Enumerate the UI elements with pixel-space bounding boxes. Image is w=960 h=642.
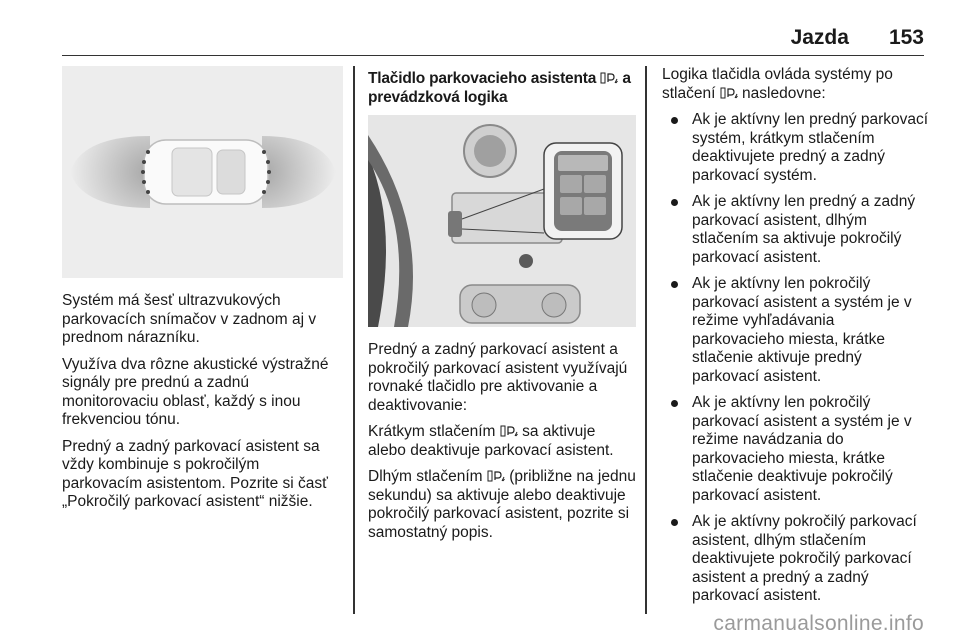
parking-assist-icon [487,470,505,482]
section-title: Jazda [790,26,849,49]
dashboard-button-illustration [368,115,636,327]
bullet-dot [671,281,678,288]
bullet-dot [671,117,678,124]
parking-assist-icon [500,425,518,437]
section-heading: Tlačidlo parkovacieho asistenta a prevádzková logika [368,70,631,106]
parking-assist-icon [600,72,618,84]
logic-bullet-list [662,111,930,606]
paragraph-button-logic: Logika tlačidla ovláda systémy po stlačení nasledovne: [662,66,893,102]
column-3 [662,66,930,614]
page-number: 153 [888,26,924,49]
list-item: Ak je aktívny len pokročilý parkovací asistent a systém je v režime navádzania do parkovacieho miesta, krátke stlačenie deaktivuje pokročilý parkovací asistent. [662,394,930,505]
list-item: Ak je aktívny pokročilý parkovací asistent, dlhým stlačením deaktivujete pokročilý parkovací asistent a predný a zadný parkovací asistent. [662,513,930,606]
column-1 [62,66,343,520]
column-divider-2 [645,66,647,614]
list-item: Ak je aktívny len pokročilý parkovací asistent a systém je v režime vyhľadávania parkovacieho miesta, krátke stlačenie aktivuje predný parkovací asistent. [662,275,930,386]
header-rule [62,55,924,56]
paragraph-long-press: Dlhým stlačením (približne na jednu sekundu) sa aktivuje alebo deaktivuje pokročilý parkovací asistent, pozrite si samostatný popis. [368,468,636,541]
bullet-dot [671,199,678,206]
list-item: Ak je aktívny len predný parkovací systém, krátkym stlačením deaktivujete predný a zadný parkovací systém. [662,111,930,185]
parking-assist-icon [720,87,738,99]
column-2 [368,66,636,550]
bullet-dot [671,519,678,526]
column-divider-1 [353,66,355,614]
paragraph-sensors: Systém má šesť ultrazvukových parkovacích snímačov v zadnom aj v prednom nárazníku. [62,292,317,346]
page-header [791,26,924,56]
bullet-dot [671,400,678,407]
paragraph-short-press: Krátkym stlačením sa aktivuje alebo deaktivuje parkovací asistent. [368,423,614,459]
paragraph-signals: Využíva dva rôzne akustické výstražné signály pre prednú a zadnú monitorovaciu oblasť, každý s inou frekvenciou tónu. [62,355,329,428]
parking-sensor-zones-illustration [62,66,343,278]
paragraph-shared-button: Predný a zadný parkovací asistent a pokročilý parkovací asistent využívajú rovnaké tlačidlo pre aktivovanie a deaktivovanie: [368,341,628,414]
paragraph-combination: Predný a zadný parkovací asistent sa vždy kombinuje s pokročilým parkovacím asistentom. Pozrite si časť „Pokročilý parkovací asistent“ nižšie. [62,437,328,510]
list-item: Ak je aktívny len predný a zadný parkovací asistent, dlhým stlačením sa aktivuje pokročilý parkovací asistent. [662,193,930,267]
watermark-link[interactable]: carmanualsonline.info [713,612,924,635]
